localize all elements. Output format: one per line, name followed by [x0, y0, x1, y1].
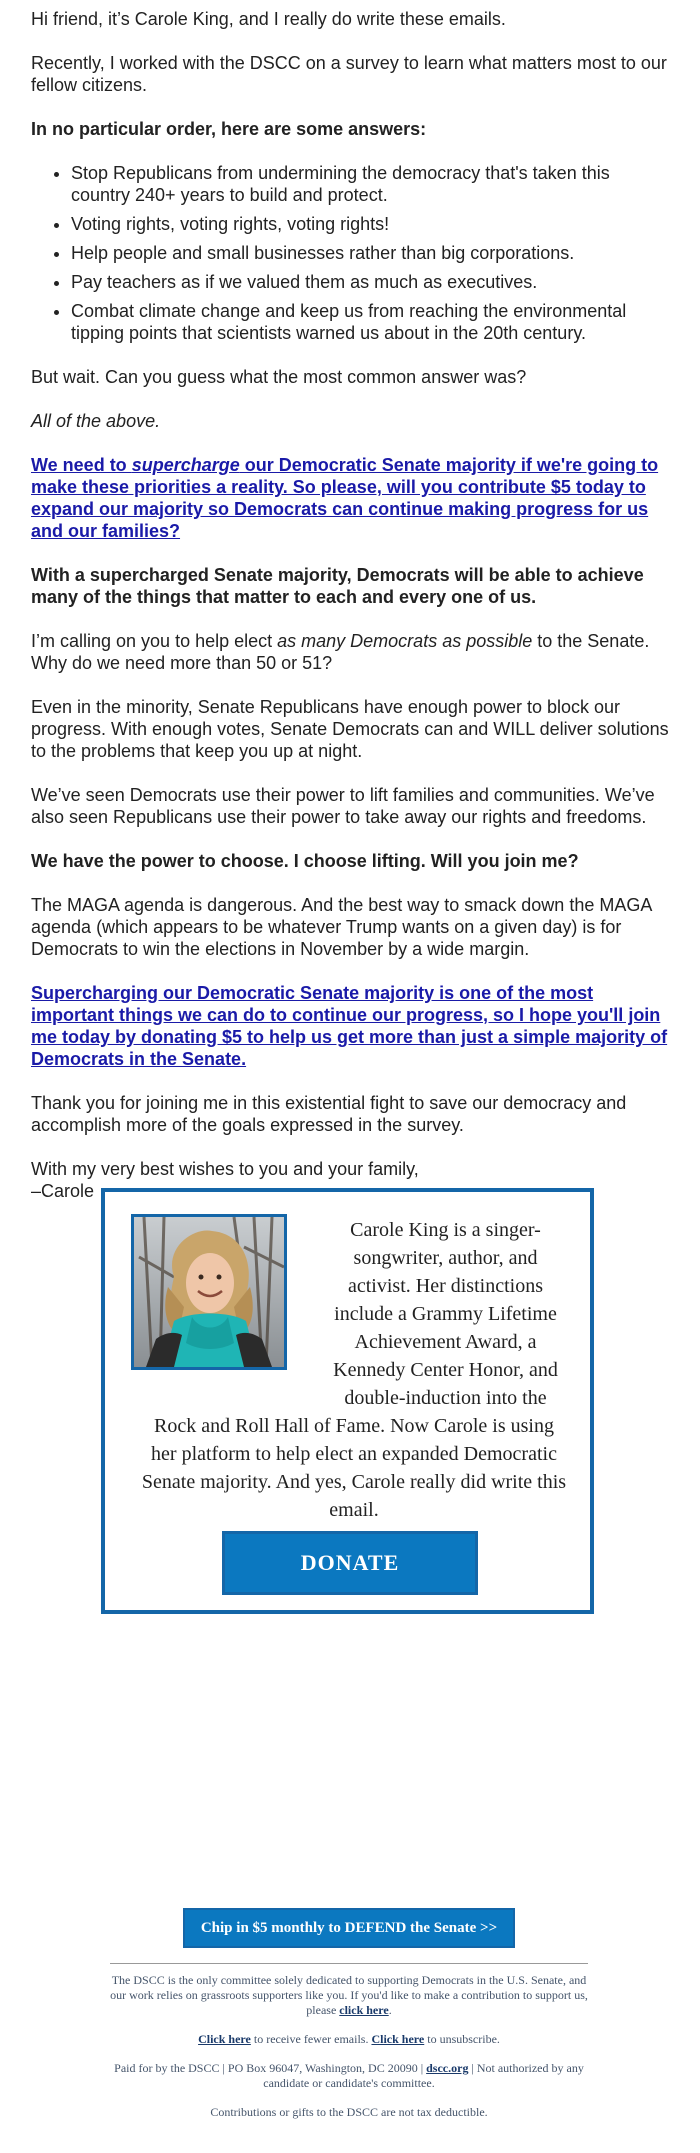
- list-item: • Help people and small businesses rather than big corporations.: [71, 242, 670, 264]
- thanks-paragraph: Thank you for joining me in this existential fight to save our democracy and accomplish more of the goals expressed in the survey.: [31, 1093, 627, 1135]
- unsubscribe-link[interactable]: Click here: [371, 2032, 425, 2046]
- fewer-emails-link[interactable]: Click here: [198, 2032, 251, 2046]
- answers-list: [31, 162, 670, 344]
- closing-line: With my very best wishes to you and your family,: [31, 1159, 419, 1179]
- bio-text: Carole King is a singer-songwriter, author, and activist. Her distinctions include a Grammy Lifetime Achievement Award, a Kennedy Center Honor, and double-induction into the Rock and Roll Hall of Fame. Now Carole is using her platform to help elect an expanded Democratic Senate majority. And yes, Carole really did write this email.: [141, 1219, 567, 1521]
- all-above-paragraph: All of the above.: [31, 411, 161, 431]
- footer: [110, 1973, 588, 2134]
- donate-link[interactable]: Supercharging our Democratic Senate majority is one of the most important things we can do to continue our progress, so I hope you'll join me today by donating $5 to help us get more than just a simple majority of Democrats in the Senate.: [31, 983, 668, 1069]
- footer-tax-note: Contributions or gifts to the DSCC are not tax deductible.: [210, 2105, 488, 2119]
- list-item: • Combat climate change and keep us from reaching the environmental tipping points that scientists warned us about in the 20th century.: [71, 300, 670, 344]
- list-item: • Voting rights, voting rights, voting rights!: [71, 213, 670, 235]
- list-item: • Pay teachers as if we valued them as much as executives.: [71, 271, 670, 293]
- list-item: • Stop Republicans from undermining the democracy that's taken this country 240+ years to build and protect.: [71, 162, 670, 206]
- guess-paragraph: But wait. Can you guess what the most common answer was?: [31, 367, 527, 387]
- minority-paragraph: Even in the minority, Senate Republicans have enough power to block our progress. With enough votes, Senate Democrats can and WILL deliver solutions to the problems that keep you up at night.: [31, 697, 669, 761]
- bio-box: [101, 1188, 594, 1614]
- footer-email-preferences: Click here to receive fewer emails. Click here to unsubscribe.: [198, 2032, 500, 2046]
- choose-paragraph: We have the power to choose. I choose lifting. Will you join me?: [31, 851, 579, 871]
- bold-statement: With a supercharged Senate majority, Democrats will be able to achieve many of the things that matter to each and every one of us.: [31, 565, 644, 607]
- footer-paid-for: Paid for by the DSCC | PO Box 96047, Washington, DC 20090 | dscc.org | Not authorized by any candidate or candidate's committee.: [114, 2061, 584, 2090]
- greeting: Hi friend, it’s Carole King, and I really do write these emails.: [31, 9, 506, 29]
- cta-paragraph-1: [31, 454, 670, 542]
- signature: –Carole: [31, 1181, 95, 1201]
- answers-heading: In no particular order, here are some answers:: [31, 119, 427, 139]
- maga-paragraph: The MAGA agenda is dangerous. And the best way to smack down the MAGA agenda (which appears to be whatever Trump wants on a given day) is for Democrats to win the elections in November by a wide margin.: [31, 895, 652, 959]
- calling-paragraph: I’m calling on you to help elect as many Democrats as possible to the Senate.: [31, 631, 650, 651]
- seen-paragraph: We’ve seen Democrats use their power to lift families and communities. We’ve also seen Republicans use their power to take away our rights and freedoms.: [31, 785, 655, 827]
- footer-about: The DSCC is the only committee solely dedicated to supporting Democrats in the U.S. Senate, and our work relies on grassroots supporters like you. If you'd like to make a contribution to support us, please click here.: [110, 1973, 588, 2017]
- donate-button[interactable]: DONATE: [222, 1531, 478, 1595]
- footer-divider: [110, 1963, 588, 1964]
- why-paragraph: Why do we need more than 50 or 51?: [31, 653, 333, 673]
- intro-paragraph: Recently, I worked with the DSCC on a survey to learn what matters most to our fellow citizens.: [31, 53, 667, 95]
- contribute-click-here-link[interactable]: click here: [339, 2003, 389, 2017]
- contribute-link[interactable]: We need to supercharge our Democratic Senate majority if we're going to make these priorities a reality. So please, will you contribute $5 today to expand our majority so Democrats can continue making progress for us and our families?: [31, 455, 659, 541]
- cta-paragraph-2: [31, 982, 670, 1070]
- dscc-website-link[interactable]: dscc.org: [426, 2061, 469, 2075]
- chip-in-monthly-button[interactable]: Chip in $5 monthly to DEFEND the Senate >>: [183, 1908, 515, 1948]
